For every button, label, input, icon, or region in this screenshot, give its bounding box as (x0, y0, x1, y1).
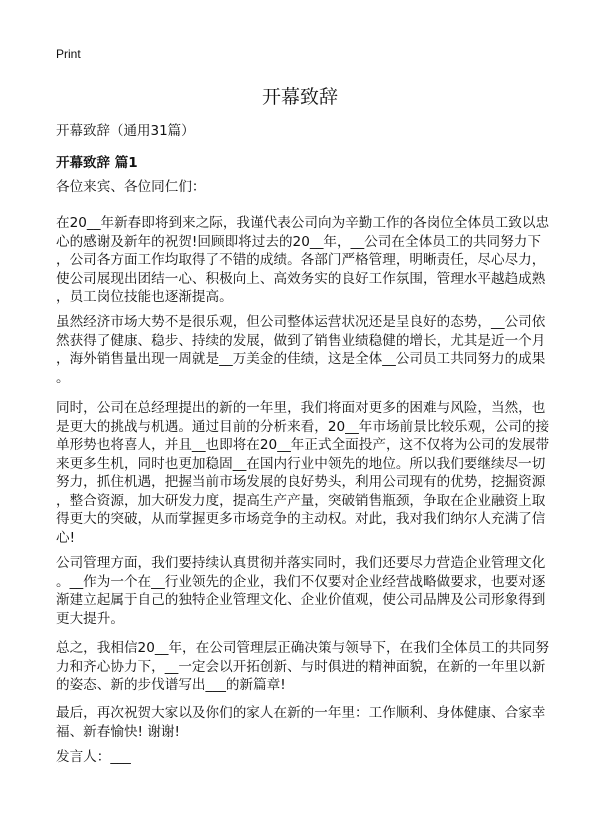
paragraph-line: 同时，公司在总经理提出的新的一年里，我们将面对更多的困难与风险，当然，也 (56, 400, 546, 416)
paragraph-line: ，员工岗位技能也逐渐提高。 (56, 289, 233, 305)
paragraph-line: 力和齐心协力下，__一定会以开拓创新、与时俱进的精神面貌，在新的一年里以新 (56, 658, 546, 675)
print-link[interactable]: Print (56, 47, 81, 61)
paragraph-line: 渐建立起属于自己的独特企业管理文化、企业价值观，使公司品牌及公司形象得到 (56, 592, 546, 608)
paragraph (56, 313, 576, 387)
paragraph-line: 得更大的突破，从而掌握更多市场竞争的主动权。对此，我对我们纳尔人充满了信 (56, 511, 546, 527)
paragraph (56, 639, 576, 695)
paragraph (56, 704, 576, 741)
greeting: 各位来宾、各位同仁们： (56, 179, 206, 195)
paragraph-line: 公司管理方面，我们要持续认真贯彻并落实同时，我们还要尽力营造企业管理文化 (56, 555, 546, 571)
paragraph-line: 心! (56, 529, 76, 546)
paragraph-line: 福、新春愉快! 谢谢! (56, 723, 180, 740)
paragraph-line: 心的感谢及新年的祝贺!回顾即将过去的20__年，__公司在全体员工的共同努力下 (56, 233, 541, 250)
paragraph-line: ，海外销售量出现一周就是__万美金的佳绩，这是全体__公司员工共同努力的成果 (56, 351, 546, 367)
paragraph-line: 来更多生机，同时也更加稳固__在国内行业中领先的地位。所以我们要继续尽一切 (56, 455, 546, 472)
paragraph-line: 使公司展现出团结一心、积极向上、高效务实的良好工作氛围，管理水平越趋成熟 (56, 270, 546, 287)
paragraph-line: 虽然经济市场大势不是很乐观，但公司整体运营状况还是呈良好的态势，__公司依 (56, 314, 546, 330)
section-heading: 开幕致辞 篇1 (56, 155, 138, 171)
paragraph (56, 399, 576, 547)
paragraph (56, 214, 576, 307)
paragraph-line: ，公司各方面工作均取得了不错的成绩。各部门严格管理，明晰责任，尽心尽力， (56, 252, 546, 268)
paragraph-line: 最后，再次祝贺大家以及你们的家人在新的一年里：工作顺利、身体健康、合家幸 (56, 705, 546, 721)
paragraph-line: 单形势也将喜人，并且__也即将在20__年正式全面投产，这不仅将为公司的发展带 (56, 437, 550, 453)
paragraph-line: 是更大的挑战与机遇。通过目前的分析来看，20__年市场前景比较乐观，公司的接 (56, 418, 550, 435)
paragraph-line: 的姿态、新的步伐谱写出___的新篇章! (56, 677, 286, 693)
document-subtitle: 开幕致辞（通用31篇） (56, 123, 195, 139)
page-title: 开幕致辞 (261, 86, 338, 108)
paragraph-line: 。__作为一个在__行业领先的企业，我们不仅要对企业经营战略做要求，也要对逐 (56, 573, 546, 590)
paragraph-line: 努力，抓住机遇，把握当前市场发展的良好势头，利用公司现有的优势，挖掘资源 (56, 474, 546, 490)
paragraph (56, 554, 576, 628)
paragraph-line: 。 (56, 369, 70, 386)
paragraph-line: 总之，我相信20__年，在公司管理层正确决策与领导下，在我们全体员工的共同努 (56, 640, 550, 656)
speaker-line: 发言人：___ (56, 749, 131, 765)
paragraph-line: ，整合资源，加大研发力度，提高生产产量，突破销售瓶颈，争取在企业融资上取 (56, 492, 546, 509)
paragraph-line: 然获得了健康、稳步、持续的发展，做到了销售业绩稳健的增长，尤其是近一个月 (56, 332, 546, 349)
paragraph-line: 在20__年新春即将到来之际，我谨代表公司向为辛勤工作的各岗位全体员工致以忠 (56, 215, 550, 231)
paragraph-line: 更大提升。 (56, 610, 124, 627)
